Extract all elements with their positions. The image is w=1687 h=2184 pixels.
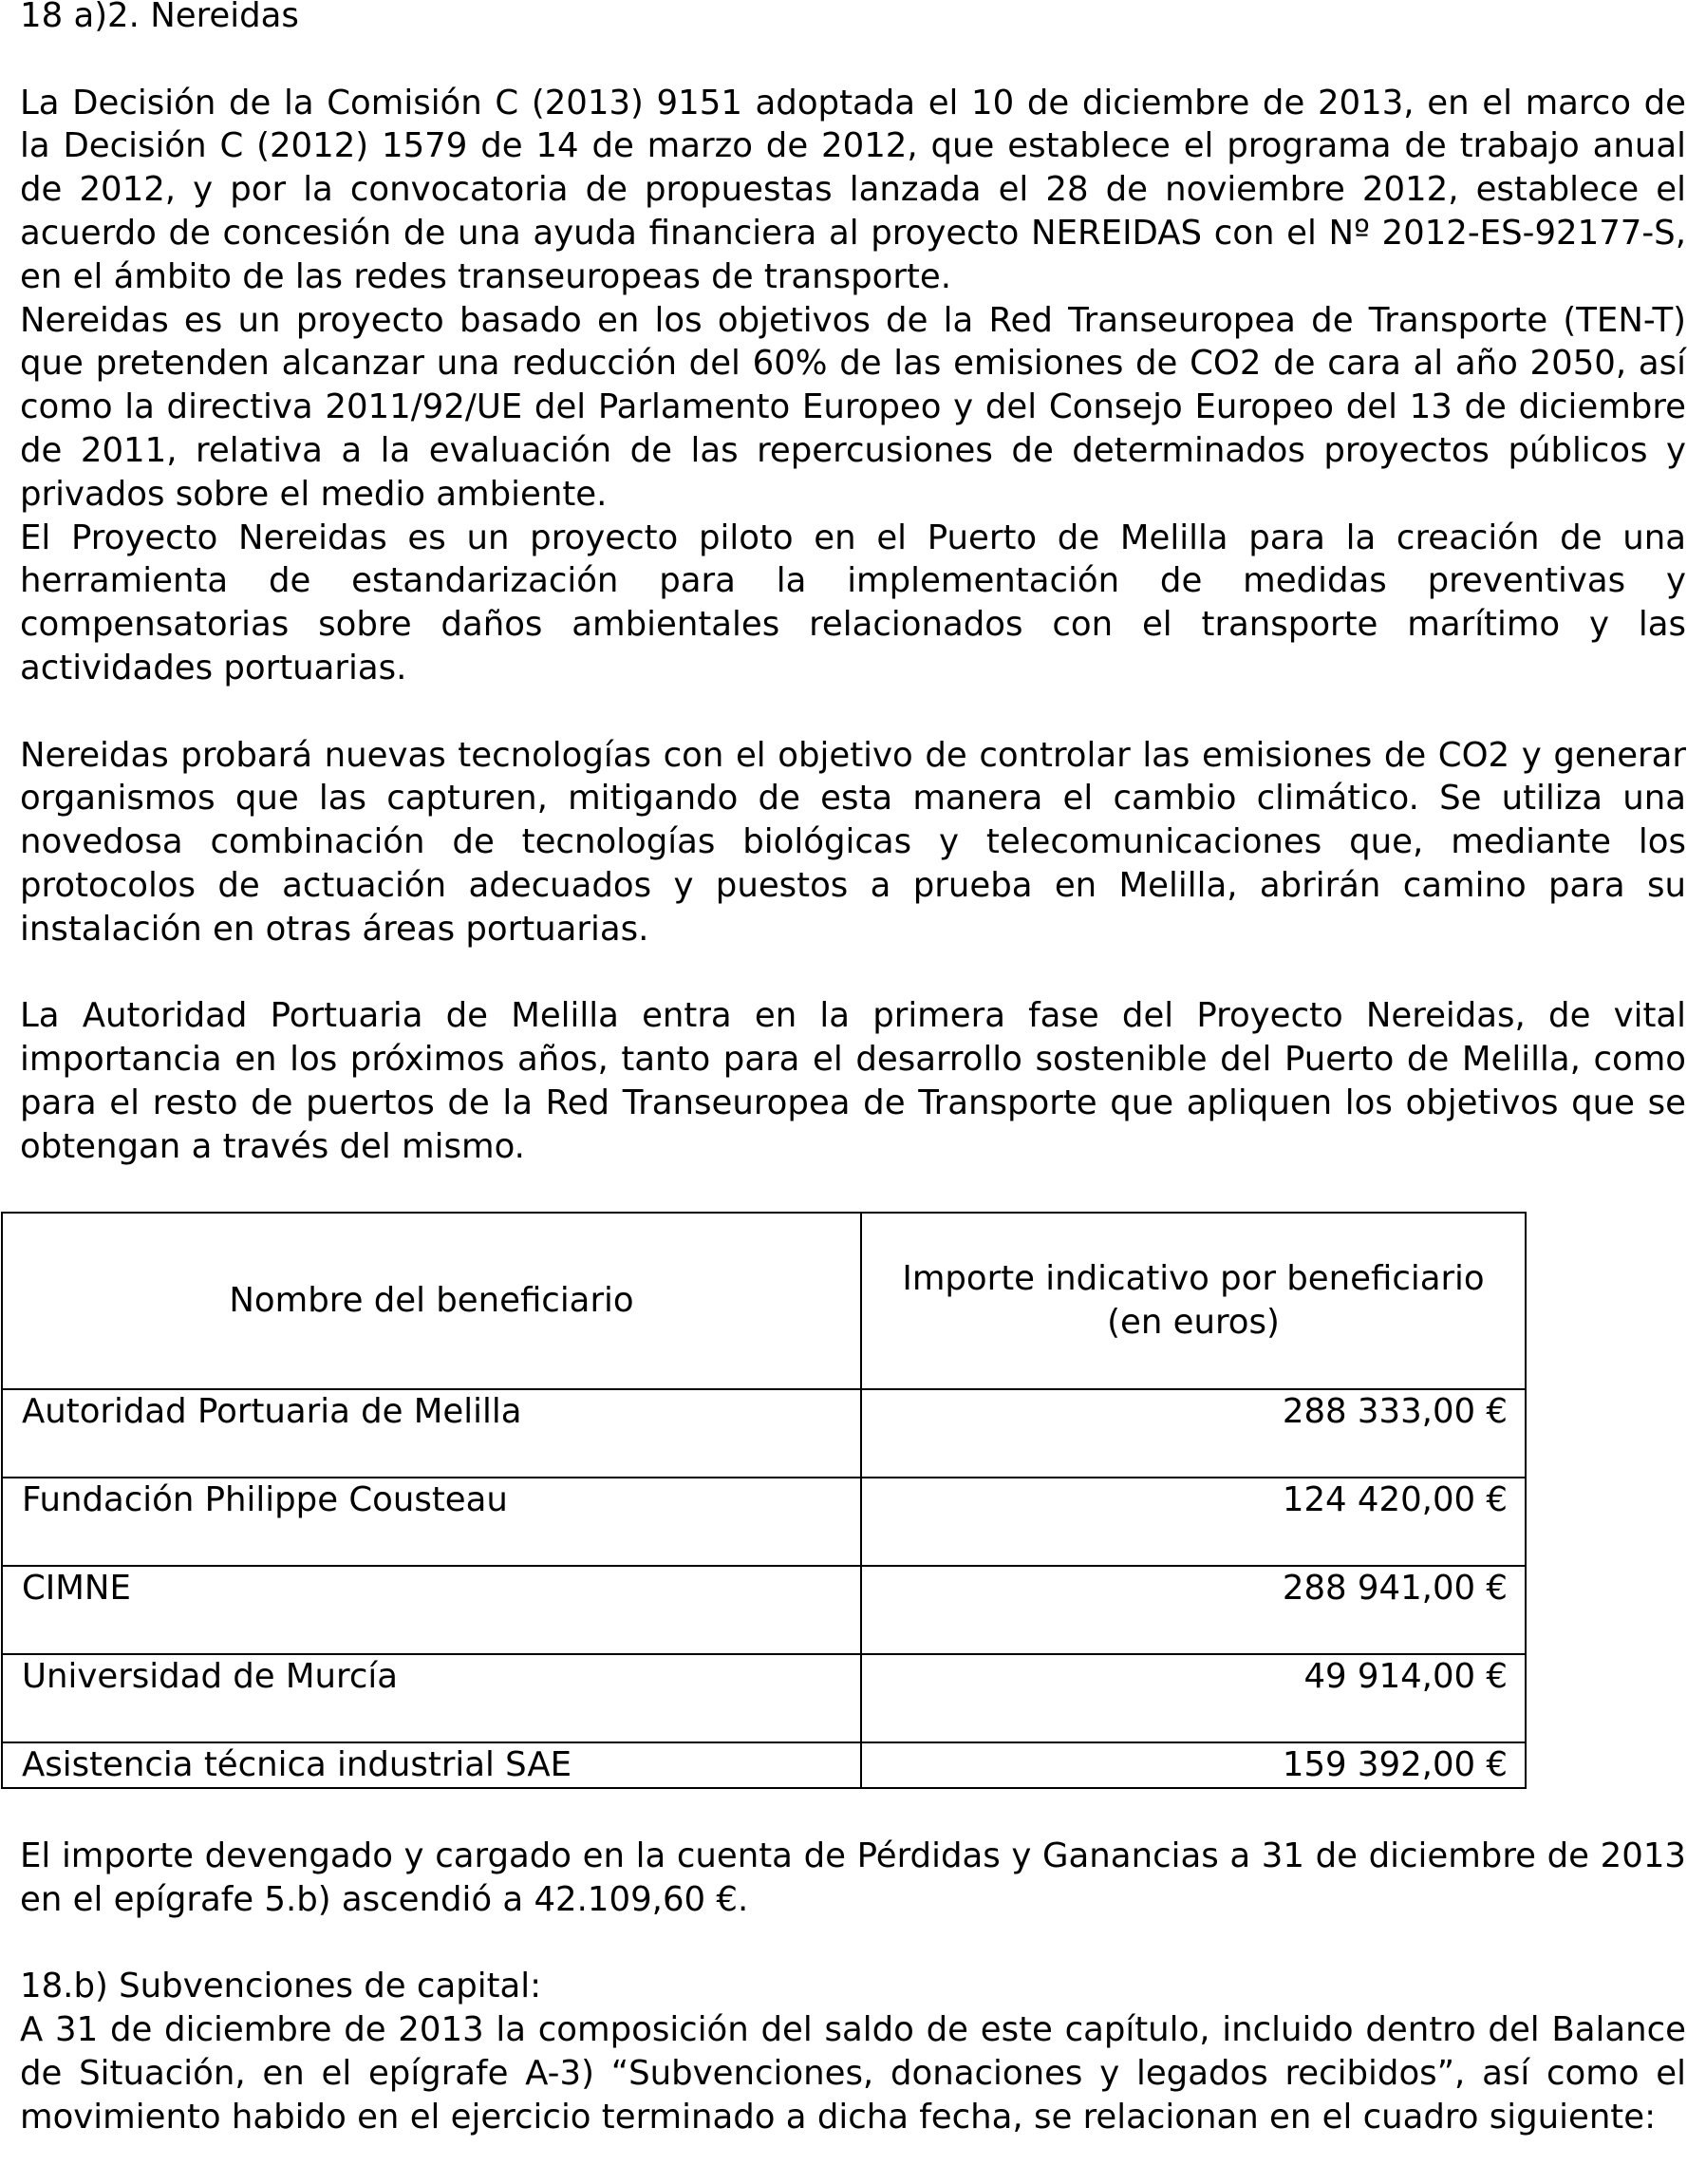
table-row — [2, 1566, 1526, 1654]
beneficiary-name: Fundación Philippe Cousteau — [2, 1478, 861, 1566]
beneficiary-amount: 159 392,00 € — [861, 1742, 1526, 1788]
paragraph-objectives: Nereidas es un proyecto basado en los objetivos de la Red Transeuropea de Transporte (TEN-T) que pretenden alcanzar una reducción del 60% de las emisiones de CO2 de cara al año 2050, así como la directiva 2011/92/UE del Parlamento Europeo y del Consejo Europeo del 13 de diciembre de 2011, relativa a la evaluación de las repercusiones de determinados proyectos públicos y privados sobre el medio ambiente. — [20, 300, 1686, 514]
section-heading: 18 a)2. Nereidas — [20, 0, 299, 35]
paragraph-capital-grants: A 31 de diciembre de 2013 la composición del saldo de este capítulo, incluido dentro del Balance de Situación, en el epígrafe A-3) “Subvenciones, donaciones y legados recibidos”, así como el movimiento habido en el ejercicio terminado a dicha fecha, se relacionan en el cuadro siguiente: — [20, 2010, 1686, 2137]
paragraph-decision: La Decisión de la Comisión C (2013) 9151 adoptada el 10 de diciembre de 2013, en el marco de la Decisión C (2012) 1579 de 14 de marzo de 2012, que establece el programa de trabajo anual de 2012, y por la convocatoria de propuestas lanzada el 28 de noviembre 2012, establece el acuerdo de concesión de una ayuda financiera al proyecto NEREIDAS con el Nº 2012-ES-92177-S, en el ámbito de las redes transeuropeas de transporte. — [20, 83, 1686, 296]
paragraph-pilot: El Proyecto Nereidas es un proyecto piloto en el Puerto de Melilla para la creación de una herramienta de estandarización para la implementación de medidas preventivas y compensatorias sobre daños ambientales relacionados con el transporte marítimo y las actividades portuarias. — [20, 518, 1686, 687]
beneficiary-amount: 49 914,00 € — [861, 1654, 1526, 1742]
paragraph-authority: La Autoridad Portuaria de Melilla entra en la primera fase del Proyecto Nereidas, de vital importancia en los próximos años, tanto para el desarrollo sostenible del Puerto de Melilla, como para el resto de puertos de la Red Transeuropea de Transporte que apliquen los objetivos que se obtengan a través del mismo. — [20, 996, 1686, 1166]
paragraph-technologies: Nereidas probará nuevas tecnologías con el objetivo de controlar las emisiones de CO2 y generar organismos que las capturen, mitigando de esta manera el cambio climático. Se utiliza una novedosa combinación de tecnologías biológicas y telecomunicaciones que, mediante los protocolos de actuación adecuados y puestos a prueba en Melilla, abrirán camino para su instalación en otras áreas portuarias. — [20, 735, 1686, 949]
beneficiary-amount: 288 333,00 € — [861, 1389, 1526, 1478]
beneficiary-name: Autoridad Portuaria de Melilla — [2, 1389, 861, 1478]
table-header-row — [2, 1213, 1526, 1389]
beneficiary-amount: 124 420,00 € — [861, 1478, 1526, 1566]
beneficiary-name: Asistencia técnica industrial SAE — [2, 1742, 861, 1788]
header-beneficiary-name: Nombre del beneficiario — [2, 1213, 861, 1389]
beneficiary-amount: 288 941,00 € — [861, 1566, 1526, 1654]
beneficiary-name: CIMNE — [2, 1566, 861, 1654]
after-table-section — [20, 1835, 1686, 2139]
table-row — [2, 1478, 1526, 1566]
beneficiaries-table — [1, 1212, 1527, 1789]
paragraph-accrued-amount: El importe devengado y cargado en la cuenta de Pérdidas y Ganancias a 31 de diciembre de 2013 en el epígrafe 5.b) ascendió a 42.109,60 €. — [20, 1836, 1686, 1919]
document-page — [20, 0, 1686, 1169]
table-row — [2, 1742, 1526, 1788]
beneficiary-name: Universidad de Murcía — [2, 1654, 861, 1742]
table-row — [2, 1389, 1526, 1478]
table-row — [2, 1654, 1526, 1742]
subsection-heading: 18.b) Subvenciones de capital: — [20, 1967, 542, 2006]
header-indicative-amount: Importe indicativo por beneficiario (en euros) — [861, 1213, 1526, 1389]
